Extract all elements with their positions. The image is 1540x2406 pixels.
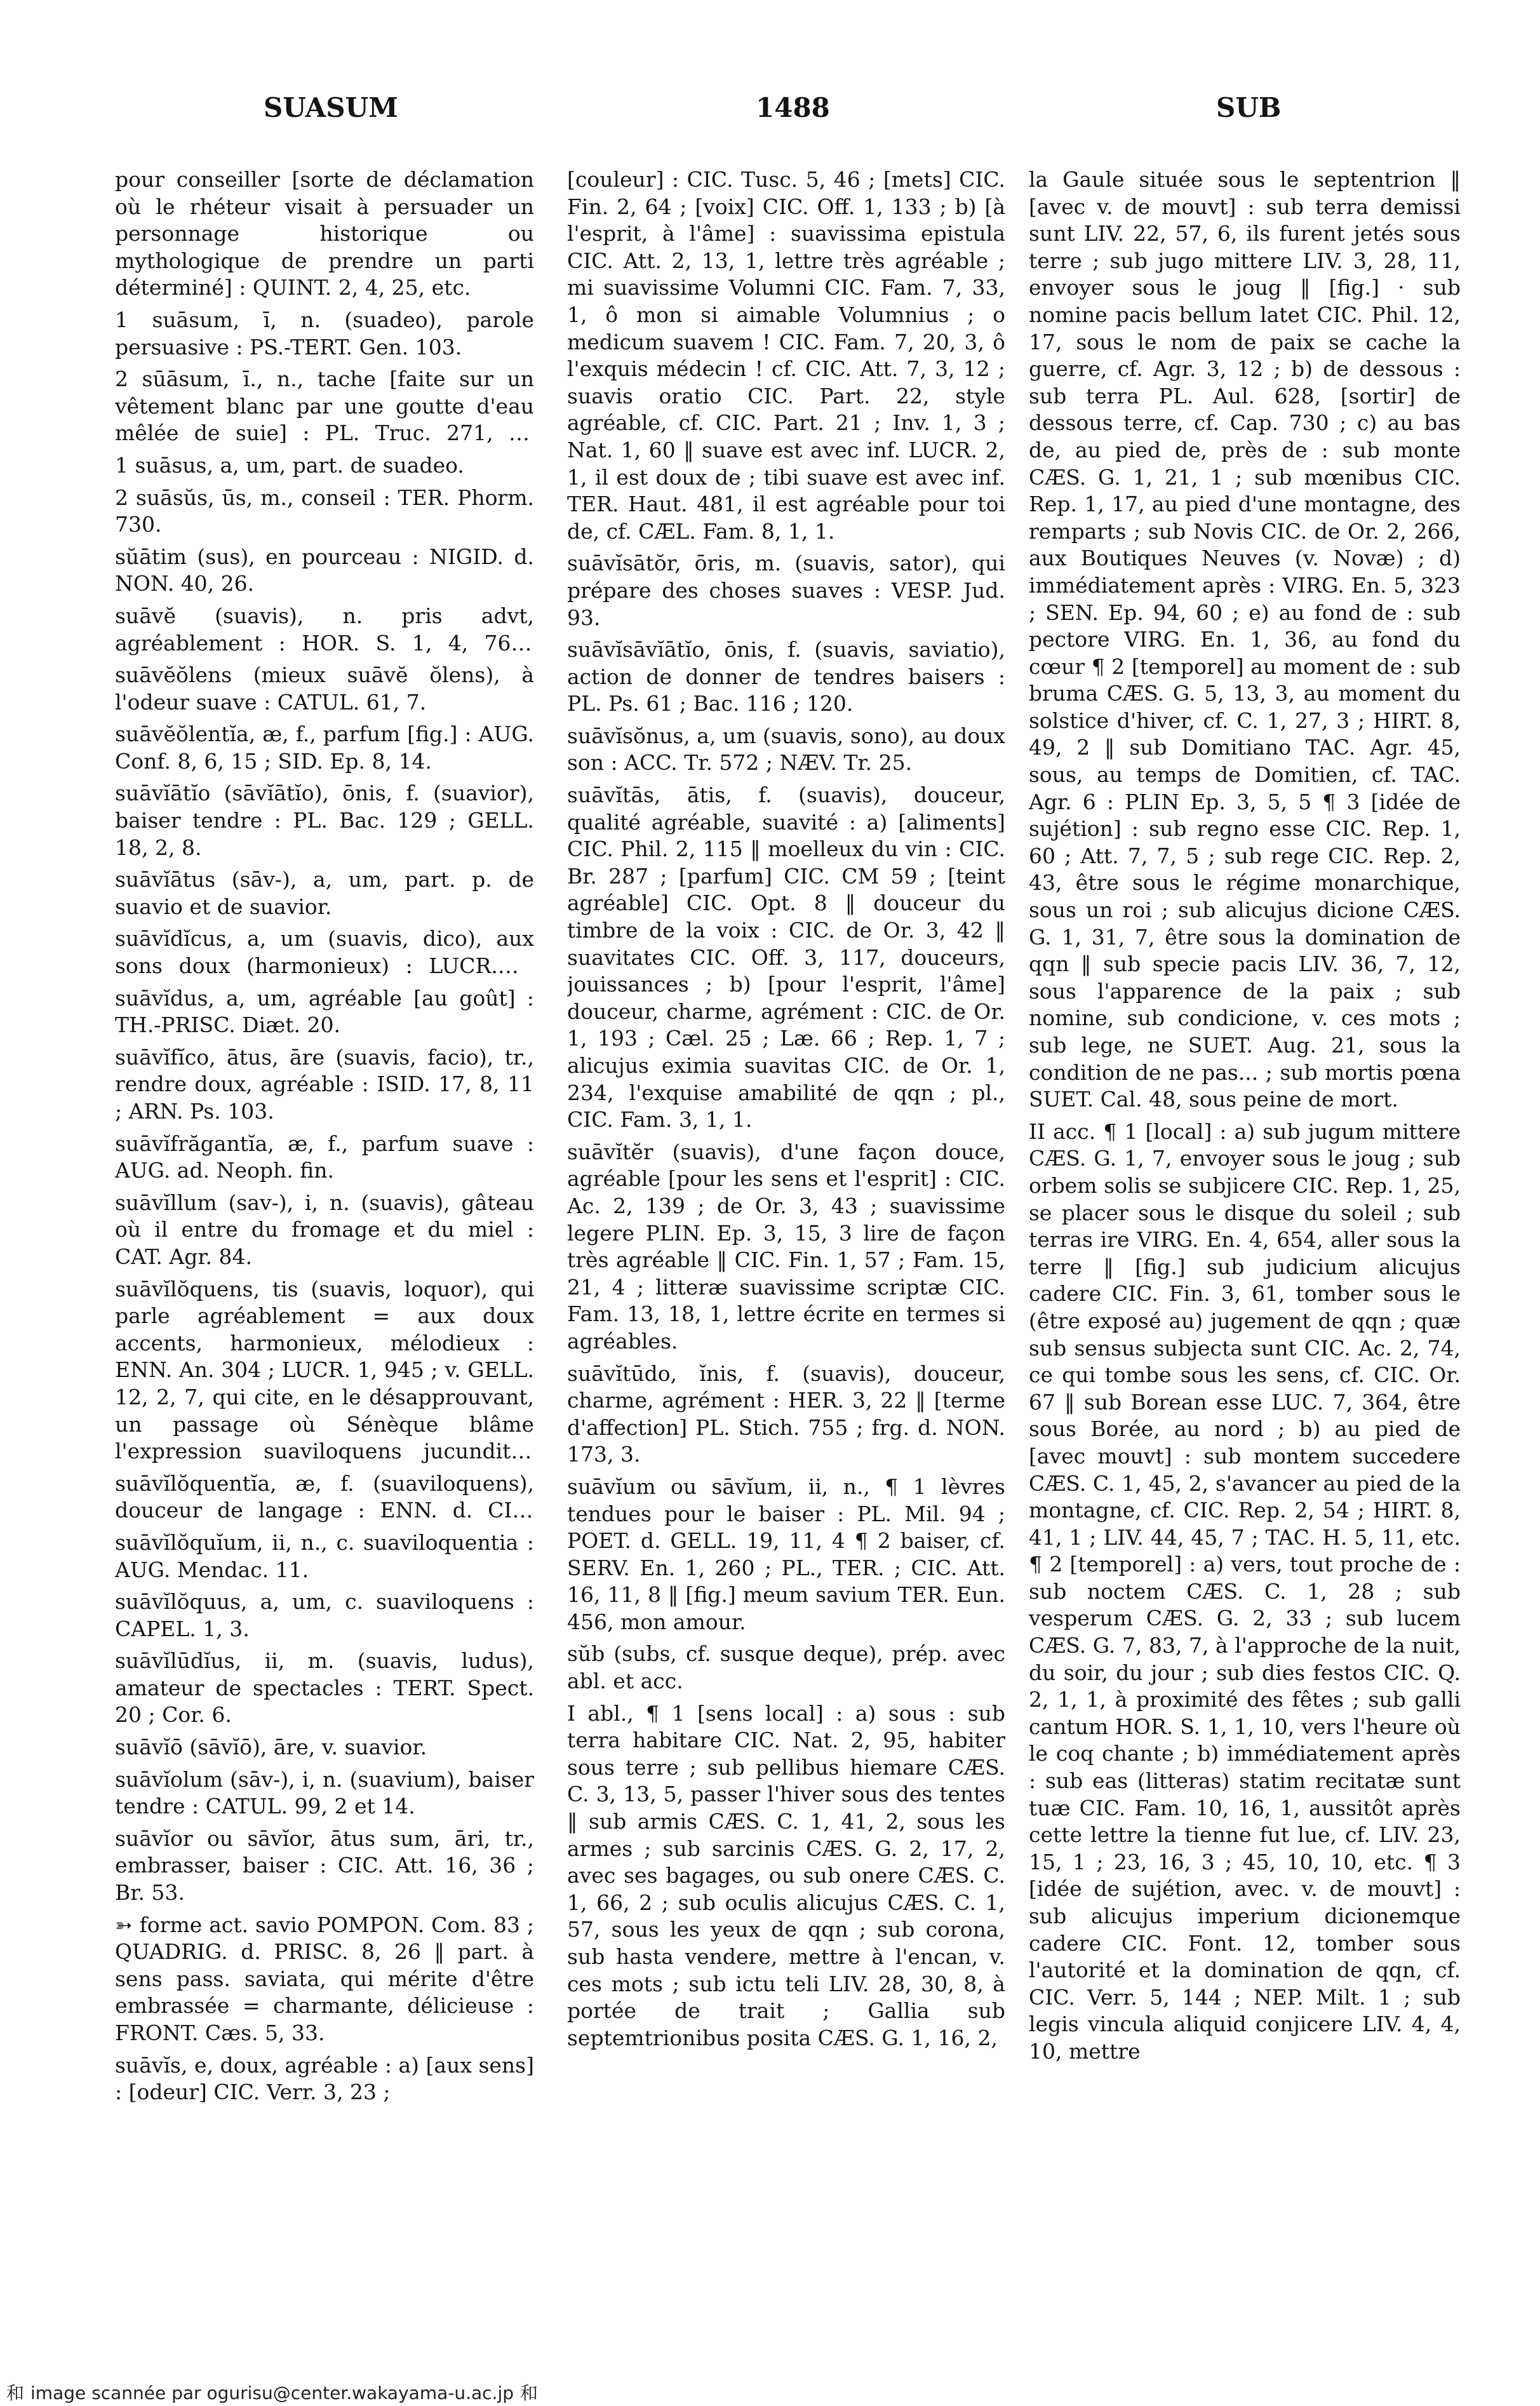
entry: [couleur] : CIC. Tusc. 5, 46 ; [mets] CIC. Fin. 2, 64 ; [voix] CIC. Off. 1, 133 ; b) [à l'esprit, à l'âme] : suavissima epistula CIC. Att. 2, 13, 1, lettre très agréable ; mi suavissime Volumni CIC. Fam. 7, 33, 1, ô mon si aimable Volumnius ; o medicum suavem ! CIC. Fam. 7, 20, 3, ô l'exquis médecin ! cf. CIC. Att. 7, 3, 12 ; suavis oratio CIC. Part. 22, style agréable, cf. CIC. Part. 21 ; Inv. 1, 3 ; Nat. 1, 60 ‖ suave est avec inf. LUCR. 2, 1, il est doux de ; tibi suave est avec inf. TER. Haut. 481, il est agréable pour toi de, cf. CÆL. Fam. 8, 1, 1. [567,167,1005,544]
entry: suāvĭdĭcus, a, um (suavis, dico), aux sons doux (harmonieux) : LUCR. 4, [115,926,534,979]
entry: 2 suāsŭs, ūs, m., conseil : TER. Phorm. 730. [115,485,534,537]
entry: 1 suāsum, ī, n. (suadeo), parole persuasive : PS.-TERT. Gen. 103. [115,307,534,360]
entry: suāvĕŏlens (mieux suāvĕ ŏlens), à l'odeur suave : CATUL. 61, 7. [115,662,534,715]
entry: 2 sūāsum, ī., n., tache [faite sur un vêtement blanc par une goutte d'eau mêlée de suie] : PL. Truc. 271, cf. [115,366,534,446]
running-head-right: SUB [1216,92,1282,123]
entry: suāvĭor ou sāvĭor, ātus sum, āri, tr., embrasser, baiser : CIC. Att. 16, 36 ; Br. 53. [115,1825,534,1905]
footer-mark: 和 [520,2382,539,2403]
entry: suāvĭlŏquĭum, ii, n., c. suaviloquentia : AUG. Mendac. 11. [115,1529,534,1582]
entry: suāvĭfĭco, ātus, āre (suavis, facio), tr., rendre doux, agréable : ISID. 17, 8, 11 ; ARN. Ps. 103. [115,1044,534,1124]
entry: suāvĭō (sāvĭō), āre, v. suavior. [115,1735,427,1760]
running-head-left: SUASUM [264,92,398,123]
column-middle [567,166,1005,2307]
entry: suāvĭfrăgantĭa, æ, f., parfum suave : AUG. ad. Neoph. fin. [115,1131,534,1183]
entry: suāvĭdus, a, um, agréable [au goût] : TH.-PRISC. Diæt. 20. [115,985,534,1038]
entry: suāvĭllum (sav-), i, n. (suavis), gâteau où il entre du fromage et du miel : CAT. Agr. 84. [115,1190,534,1269]
entry: suāvĭtās, ātis, f. (suavis), douceur, qualité agréable, suavité : a) [aliments] CIC. Phil. 2, 115 ‖ moelleux du vin : CIC. Br. 287 ; [parfum] CIC. CM 59 ; [teint agréable] CIC. Opt. 8 ‖ douceur du timbre de la voix : CIC. de Or. 3, 42 ‖ suavitates CIC. Off. 3, 117, douceurs, jouissances ; b) [pour l'esprit, l'âme] douceur, charme, agrément : CIC. de Or. 1, 193 ; Cæl. 25 ; Læ. 66 ; Rep. 1, 7 ; alicujus eximia suavitas CIC. de Or. 1, 234, l'exquise amabilité de qqn ; pl., CIC. Fam. 3, 1, 1. [567,783,1005,1132]
entry: suāvĭlūdĭus, ii, m. (suavis, ludus), amateur de spectacles : TERT. Spect. 20 ; Cor. 6. [115,1648,534,1728]
entry: suāvĭlŏquus, a, um, c. suaviloquens : CAPEL. 1, 3. [115,1589,534,1641]
entry: suāvĭsātŏr, ōris, m. (suavis, sator), qui prépare des choses suaves : VESP. Jud. 93. [567,551,1005,630]
entry: suāvĭsŏnus, a, um (suavis, sono), au doux son : ACC. Tr. 572 ; NÆV. Tr. 25. [567,723,1005,776]
entry: suāvĭātĭo (sāvĭātĭo), ōnis, f. (suavior), baiser tendre : PL. Bac. 129 ; GELL. 18, 2, 8. [115,781,534,860]
page-number: 1488 [756,92,830,123]
entry: suāvĕŏlentĭa, æ, f., parfum [fig.] : AUG. Conf. 8, 6, 15 ; SID. Ep. 8, 14. [115,722,534,774]
entry: suāvĭum ou sāvĭum, ii, n., ¶ 1 lèvres tendues pour le baiser : PL. Mil. 94 ; POET. d. GELL. 19, 11, 4 ¶ 2 baiser, cf. SERV. En. 1, 260 ; PL., TER. ; CIC. Att. 16, 11, 8 ‖ [fig.] meum savium TER. Eun. 456, mon amour. [567,1474,1005,1634]
column-right [1029,166,1461,2307]
entry: suāvĭātus (sāv-), a, um, part. p. de suavio et de suavior. [115,867,534,919]
entry: suāvĭs, e, doux, agréable : a) [aux sens] : [odeur] CIC. Verr. 3, 23 ; [115,2052,534,2105]
column-left [115,166,534,2307]
entry: suāvĕ (suavis), n. pris advt, agréablement : HOR. S. 1, 4, 76 ; [115,603,534,655]
entry: sŭb (subs, cf. susque deque), prép. avec abl. et acc. [567,1641,1005,1694]
entry: suāvĭlŏquens, tis (suavis, loquor), qui parle agréablement = aux doux accents, harmonieux, mélodieux : ENN. An. 304 ; LUCR. 1, 945 ; v. GELL. 12, 2, 7, qui cite, en le désapprouvant, un passage où Sénèque blâme l'expression suaviloquens jucunditas [115,1276,534,1464]
entry: 1 suāsus, a, um, part. de suadeo. [115,452,464,478]
entry: II acc. ¶ 1 [local] : a) sub jugum mittere CÆS. G. 1, 7, envoyer sous le joug ; sub orbem solis se subjicere CIC. Rep. 1, 25, se placer sous le disque du soleil ; sub terras ire VIRG. En. 4, 654, aller sous la terre ‖ [fig.] sub judicium alicujus cadere CIC. Fin. 3, 61, tomber sous le (être exposé au) jugement de qqn ; quæ sub sensus subjecta sunt CIC. Ac. 2, 74, ce qui tombe sous les sens, cf. CIC. Or. 67 ‖ sub Borean esse LUC. 7, 364, être sous Borée, au nord ; b) au pied de [avec mouvt] : sub montem succedere CÆS. C. 1, 45, 2, s'avancer au pied de la montagne, cf. CIC. Rep. 2, 54 ; HIRT. 8, 41, 1 ; LIV. 44, 45, 7 ; TAC. H. 5, 11, etc. ¶ 2 [temporel] : a) vers, tout proche de : sub noctem CÆS. C. 1, 28 ; sub vesperum CÆS. G. 2, 33 ; sub lucem CÆS. G. 7, 83, 7, à l'approche de la nuit, du soir, du jour ; sub dies festos CIC. Q. 2, 1, 1, à proximité des fêtes ; sub galli cantum HOR. S. 1, 1, 10, vers l'heure où le coq chante ; b) immédiatement après : sub eas (litteras) statim recitatæ sunt tuæ CIC. Fam. 10, 16, 1, aussitôt après cette lettre la tienne fut lue, cf. LIV. 23, 15, 1 ; 23, 16, 3 ; 45, 10, 10, etc. ¶ 3 [idée de sujétion, avec. v. de mouvt] : sub alicujus imperium dicionemque cadere CIC. Font. 12, tomber sous l'autorité et la domination de qqn, cf. CIC. Verr. 5, 144 ; NEP. Milt. 1 ; sub legis vincula aliquid conjicere LIV. 4, 4, 10, mettre [1029,1119,1461,2064]
entry: I abl., ¶ 1 [sens local] : a) sous : sub terra habitare CIC. Nat. 2, 95, habiter sous terre ; sub pellibus hiemare CÆS. C. 3, 13, 5, passer l'hiver sous des tentes ‖ sub armis CÆS. C. 1, 41, 2, sous les armes ; sub sarcinis CÆS. G. 2, 17, 2, avec ses bagages, ou sub onere CÆS. C. 1, 66, 2 ; sub oculis alicujus CÆS. C. 1, 57, sous les yeux de qqn ; sub corona, sub hasta vendere, mettre à l'encan, v. ces mots ; sub ictu teli LIV. 28, 30, 8, à portée de trait ; Gallia sub septemtrionibus posita CÆS. G. 1, 16, 2, [567,1700,1005,2050]
page-header [0,92,1540,149]
entry: sŭātim (sus), en pourceau : NIGID. d. NON. 40, 26. [115,544,534,596]
entry: suāvĭsāvĭātĭo, ōnis, f. (suavis, saviatio), action de donner de tendres baisers : PL. Ps. 61 ; Bac. 116 ; 120. [567,637,1005,716]
footer-text: image scannée par ogurisu@center.wakayama-u.ac.jp [30,2382,514,2403]
entry: la Gaule située sous le septentrion ‖ [avec v. de mouvt] : sub terra demissi sunt LIV. 22, 57, 6, ils furent jetés sous terre ; sub jugo mittere LIV. 3, 28, 11, envoyer sous le joug ‖ [fig.] · sub nomine pacis bellum latet CIC. Phil. 12, 17, sous le nom de paix se cache la guerre, cf. Agr. 3, 12 ; b) de dessous : sub terra PL. Aul. 628, [sortir] de dessous terre, cf. Cap. 730 ; c) au bas de, au pied de, près de : sub monte CÆS. G. 1, 21, 1 ; sub mœnibus CIC. Rep. 1, 17, au pied d'une montagne, des remparts ; sub Novis CIC. de Or. 2, 266, aux Boutiques Neuves (v. Novæ) ; d) immédiatement après : VIRG. En. 5, 323 ; SEN. Ep. 94, 60 ; e) au fond de : sub pectore VIRG. En. 1, 36, au fond du cœur ¶ 2 [temporel] au moment de : sub bruma CÆS. G. 5, 13, 3, au moment du solstice d'hiver, cf. C. 1, 27, 3 ; HIRT. 8, 49, 2 ‖ sub Domitiano TAC. Agr. 45, sous, au temps de Domitien, cf. TAC. Agr. 6 : PLIN Ep. 3, 5, 5 ¶ 3 [idée de sujétion] : sub regno esse CIC. Rep. 1, 60 ; Att. 7, 7, 5 ; sub rege CIC. Rep. 2, 43, être sous le régime monarchique, sous un roi ; sub alicujus dicione CÆS. G. 1, 31, 7, être sous la domination de qqn ‖ sub specie pacis LIV. 36, 7, 12, sous l'apparence de la paix ; sub nomine, sub condicione, v. ces mots ; sub lege, ne SUET. Aug. 21, sous la condition de ne pas... ; sub mortis pœna SUET. Cal. 48, sous peine de mort. [1029,167,1461,1112]
entry: suāvĭolum (sāv-), i, n. (suavium), baiser tendre : CATUL. 99, 2 et 14. [115,1766,534,1819]
entry: suāvĭtĕr (suavis), d'une façon douce, agréable [pour les sens et l'esprit] : CIC. Ac. 2, 139 ; de Or. 3, 43 ; suavissime legere PLIN. Ep. 3, 15, 3 lire de façon très agréable ‖ CIC. Fin. 1, 57 ; Fam. 15, 21, 4 ; litteræ suavissime scriptæ CIC. Fam. 13, 18, 1, lettre écrite en termes si agréables. [567,1139,1005,1354]
entry: suāvĭtūdo, ĭnis, f. (suavis), douceur, charme, agrément : HER. 3, 22 ‖ [terme d'affection] PL. Stich. 755 ; frg. d. NON. 173, 3. [567,1361,1005,1467]
entry: pour conseiller [sorte de déclamation où le rhéteur visait à persuader un personnage historique ou mythologique de prendre un parti déterminé] : QUINT. 2, 4, 25, etc. [115,167,534,300]
footer-mark: 和 [6,2382,25,2403]
entry: suāvĭlŏquentĭa, æ, f. (suaviloquens), douceur de langage : ENN. d. CIC. [115,1470,534,1523]
scan-footer [0,2379,1540,2405]
entry: ➳ forme act. savio POMPON. Com. 83 ; QUADRIG. d. PRISC. 8, 26 ‖ part. à sens pass. saviata, qui mérite d'être embrassée = charmante, délicieuse : FRONT. Cæs. 5, 33. [115,1912,534,2045]
